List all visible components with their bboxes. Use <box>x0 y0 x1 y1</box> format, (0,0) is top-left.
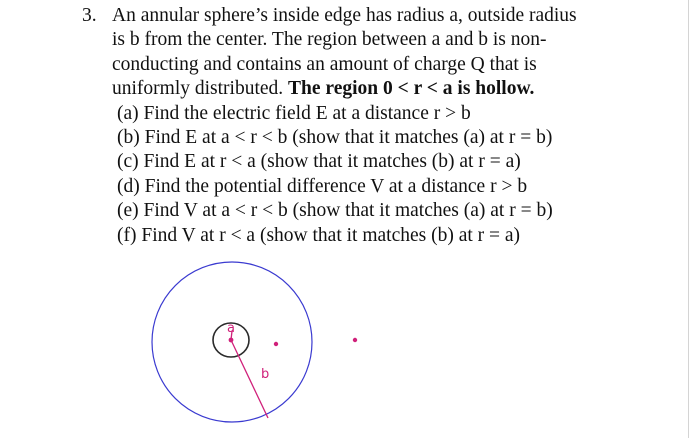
problem-statement-line: conducting and contains an amount of charge Q that is <box>112 53 537 75</box>
hollow-region-emphasis: The region 0 < r < a is hollow. <box>288 78 535 100</box>
problem-statement-line: is b from the center. The region between a and b is non- <box>112 29 547 51</box>
problem-number: 3. <box>82 5 97 26</box>
part-d: (d) Find the potential difference V at a distance r > b <box>117 175 528 197</box>
field-point-between <box>274 342 278 346</box>
part-c: (c) Find E at r < a (show that it matches (b) at r = a) <box>117 151 521 173</box>
field-point-outside <box>353 338 357 342</box>
part-e: (e) Find V at a < r < b (show that it matches (a) at r = b) <box>117 200 553 222</box>
outer-radius-label: b <box>261 367 270 382</box>
page-edge <box>688 0 700 438</box>
center-point <box>229 338 234 343</box>
part-f: (f) Find V at r < a (show that it matches (b) at r = a) <box>117 224 521 246</box>
problem-statement-text: uniformly distributed. <box>112 78 284 100</box>
part-b: (b) Find E at a < r < b (show that it matches (a) at r = b) <box>117 127 553 149</box>
part-a: (a) Find the electric field E at a distance r > b <box>117 102 471 124</box>
problem-statement-line: An annular sphere’s inside edge has radius a, outside radius <box>112 5 577 26</box>
inner-radius-label: a <box>227 321 235 336</box>
